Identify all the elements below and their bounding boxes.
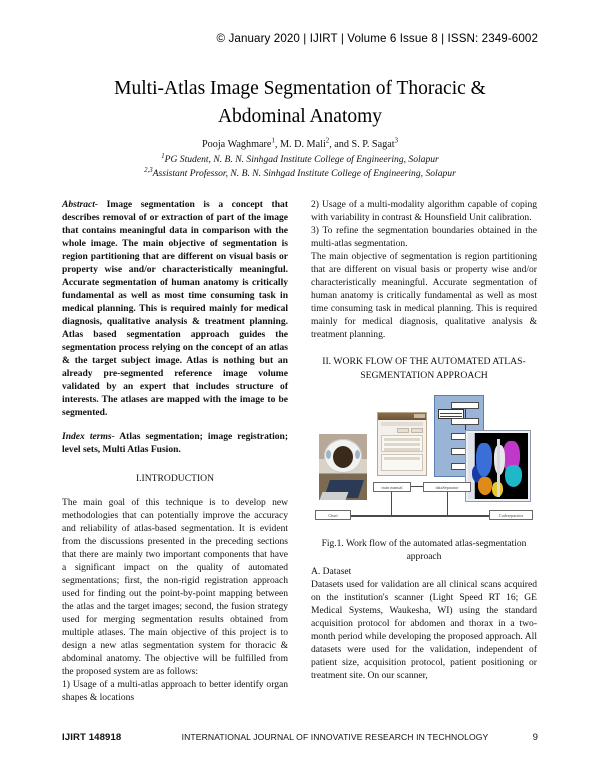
page-footer [62,732,538,743]
flow-node-data-separator: dataSeparator [423,482,471,492]
dialog-menu-row [381,422,423,426]
pipeline-node-training [451,402,479,409]
affiliation-2 [62,167,538,182]
figure-1-graphic [311,390,537,535]
affiliation-1-text: PG Student, N. B. N. Sinhgad Institute College of Engineering, Solapur [164,153,439,165]
affiliation-1-sup: 1 [161,152,165,160]
ct-indicator-left-icon [326,450,331,459]
affiliation-2-sup: 2,3 [144,166,153,174]
abstract-label: Abstract- [62,199,99,210]
index-terms-paragraph [62,430,288,456]
flow-node-code-separator: Codeseparator [489,510,533,520]
flow-connector-baseline [351,515,489,517]
footer-paper-id: IJIRT 148918 [62,732,122,743]
flow-connector-horizontal-1 [411,486,423,487]
affiliation-2-text: Assistant Professor, N. B. N. Sinhgad Institute College of Engineering, Solapur [152,168,456,179]
author-3-sup: 3 [394,137,398,145]
index-terms-text: Atlas segmentation; image registration; level sets, Multi Atlas Fusion. [62,431,289,455]
dialog-button [411,428,423,433]
author-names [62,138,538,153]
ct-bore-shape [333,446,353,468]
dialog-field [384,457,420,460]
abstract-text: Image segmentation is a concept that describes removal of or extraction of part of the image that contains meaningful data in comparison with the whole image. The main objective of segmentation is region partitioning that are different on visual basis or property wise and/or characteristically meaningful. Accurate segmentation of human anatomy is critically fundamental as well as most time consuming task in medical planning. This is required mainly for medical diagnosis, qualitative analysis & treatment planning. Atlas based segmentation approach guides the segmentation process relying on the concept of an atlas & the target subject image. Atlas is nothing but an already pre-segmented reference image volume validated by an expert that includes structure of interests. The atlases are mapped with the image to be segmented. [62,199,288,418]
left-column [62,198,288,704]
dialog-titlebar [378,413,426,420]
section-heading-introduction: I.INTRODUCTION [135,473,215,484]
figure-1 [311,390,537,563]
introduction-paragraph: The main goal of this technique is to develop new methodologies that can potentially improve the accuracy and reliability of atlas-based segmentation. It is evident from the discussions presented in the preceding sections that there are mainly two important components that have a significant impact on the quality of automated segmentations; first, the non-rigid registration approach used for finding out the point-by-point mapping between the atlas and the target images; second, the fusion strategy used for merging segmentation results obtained from multiple atlases. The main objective of this project is to design a new atlas segmentation system for thoracic & abdominal anatomy. The objective will be fulfilled from the proposed system are as follows: [62,497,288,677]
two-column-body [62,198,540,714]
objective-item-3: 3) To refine the segmentation boundaries obtained in the multi-atlas segmentation. [311,225,537,249]
software-dialog-screenshot [377,412,427,476]
affiliation-1 [62,153,538,168]
dialog-fieldset-1 [381,435,423,452]
flow-connector-vertical-1 [391,492,392,515]
ct-patient-table-pad [320,492,349,500]
author-1-sup: 1 [271,137,275,145]
abstract-paragraph [62,198,288,419]
dialog-button [397,428,409,433]
author-sep-2: , and [329,139,352,150]
spine-shape [497,439,500,497]
ct-indicator-right-icon [355,450,360,459]
dialog-fieldset-2 [381,454,423,471]
segmentation-objective-paragraph: The main objective of segmentation is region partitioning that are different on visual basis or property wise and/or characteristically meaningful. Accurate segmentation of human anatomy is critically fundamental as well as most time consuming task in medical planning. This is required mainly for medical diagnosis, qualitative analysis & treatment planning. [311,251,537,340]
author-block [62,138,538,182]
organ-shape-cyan [505,465,522,487]
author-2: M. D. Mali [279,139,326,150]
organ-shape-blue [476,443,492,477]
dialog-button-row [381,428,423,433]
footer-journal-name: INTERNATIONAL JOURNAL OF INNOVATIVE RESEARCH IN TECHNOLOGY [181,732,489,742]
flow-node-chart: Chart [315,510,351,520]
author-2-sup: 2 [325,137,330,145]
segmentation-result-render [465,430,531,502]
ct-scanner-photo [319,434,367,500]
figure-1-caption: Fig.1. Work flow of the automated atlas-segmentation approach [321,539,527,562]
introduction-item-1: 1) Usage of a multi-atlas approach to better identify organ shapes & locations [62,679,288,703]
organ-shape-orange [478,477,492,495]
flow-node-train-manual: train manual [373,482,411,492]
subsection-heading-dataset: A. Dataset [311,566,352,578]
journal-header: © January 2020 | IJIRT | Volume 6 Issue 8 | ISSN: 2349-6002 [216,32,538,45]
section-heading-workflow: II. WORK FLOW OF THE AUTOMATED ATLAS-SEGMENTATION APPROACH [322,356,526,381]
page-title: Multi-Atlas Image Segmentation of Thoracic & Abdominal Anatomy [114,78,486,128]
pipeline-arrow-1-icon [465,409,466,418]
right-column [311,198,537,682]
dialog-field [384,438,420,441]
dialog-field [384,448,420,451]
author-3: S. P. Sagat [351,139,395,150]
objective-item-2: 2) Usage of a multi-modality algorithm capable of coping with variability in contrast & Hounsfield Unit calibration. [311,199,537,223]
author-1: Pooja Waghmare [202,139,272,150]
dataset-paragraph: Datasets used for validation are all clinical scans acquired on the institution's scanner (Light Speed RT 16; GE Medical Systems, Waukesha, WI) using the standard acquisition protocol for abdomen and thorax in a two-month period while developing the proposed approach. All datasets were used for the validation, independent of patient size, acquisition protocol, patient positioning or treatment site. On our scanner, [311,579,537,682]
render-viewport [468,433,528,499]
flow-connector-vertical-2 [447,492,448,515]
index-terms-label: Index terms- [62,431,115,442]
footer-page-number: 9 [532,732,538,743]
pipeline-node-modelregister [451,418,479,425]
author-sep-1: , [274,139,280,150]
dialog-field [384,443,420,446]
